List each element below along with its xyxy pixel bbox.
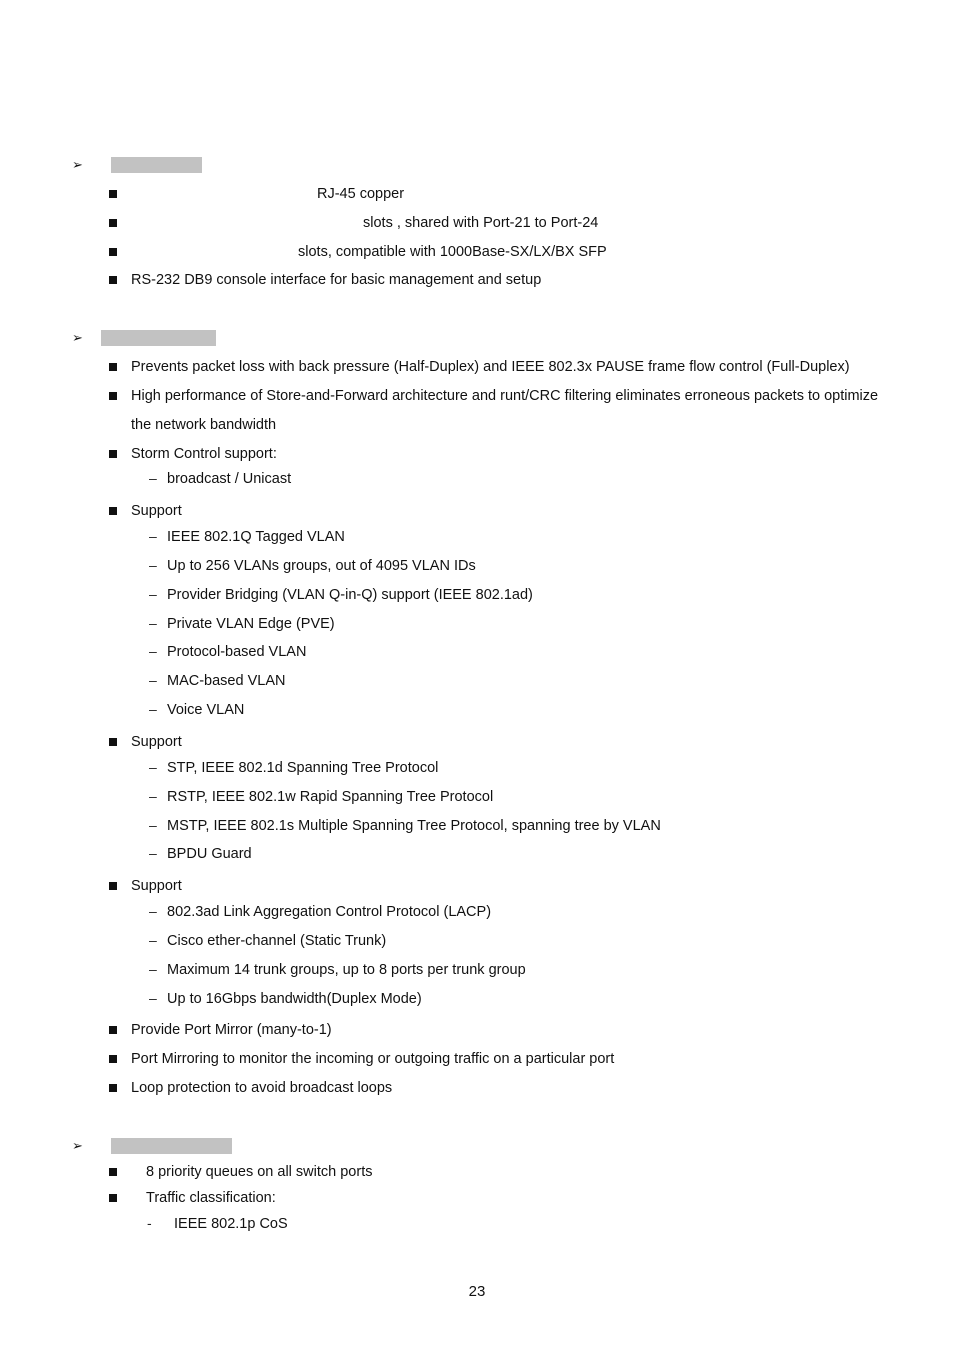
list-item: Support	[131, 878, 182, 894]
dash-icon: –	[149, 643, 157, 659]
sub-list-item: Up to 256 VLANs groups, out of 4095 VLAN IDs	[167, 558, 476, 574]
list-item: Loop protection to avoid broadcast loops	[131, 1080, 393, 1096]
sub-list-item: MSTP, IEEE 802.1s Multiple Spanning Tree Protocol, spanning tree by VLAN	[167, 818, 661, 834]
sub-list-item: Voice VLAN	[167, 702, 245, 718]
dash-icon: –	[149, 845, 157, 861]
list-item: Port Mirroring to monitor the incoming or outgoing traffic on a particular port	[131, 1051, 615, 1067]
list-item: Prevents packet loss with back pressure (Half-Duplex) and IEEE 802.3x PAUSE frame flow control (Full-Duplex)	[131, 359, 850, 375]
sub-list-item: 802.3ad Link Aggregation Control Protocol (LACP)	[167, 904, 492, 920]
bullet-icon	[109, 363, 117, 371]
sub-list-item: RSTP, IEEE 802.1w Rapid Spanning Tree Protocol	[167, 789, 494, 805]
sub-list-item: Private VLAN Edge (PVE)	[167, 616, 335, 632]
dash-icon: –	[149, 701, 157, 717]
bullet-icon	[109, 1026, 117, 1034]
dash-icon: –	[149, 788, 157, 804]
dash-icon: –	[149, 557, 157, 573]
bullet-icon	[109, 882, 117, 890]
bullet-icon	[109, 1168, 117, 1176]
sub-list-item: broadcast / Unicast	[167, 471, 292, 487]
page-number: 23	[468, 1283, 486, 1300]
list-item: slots, compatible with 1000Base-SX/LX/BX SFP	[298, 244, 607, 260]
bullet-icon	[109, 738, 117, 746]
list-item: Traffic classification:	[146, 1190, 276, 1206]
sub-list-item: IEEE 802.1p CoS	[174, 1216, 288, 1232]
section-3-heading-redacted	[111, 1138, 232, 1154]
section-3-marker: ➢	[72, 1138, 83, 1153]
hyphen-icon: -	[147, 1215, 152, 1231]
bullet-icon	[109, 248, 117, 256]
list-item: Provide Port Mirror (many-to-1)	[131, 1022, 332, 1038]
dash-icon: –	[149, 759, 157, 775]
bullet-icon	[109, 507, 117, 515]
dash-icon: –	[149, 672, 157, 688]
sub-list-item: MAC-based VLAN	[167, 673, 286, 689]
dash-icon: –	[149, 528, 157, 544]
list-item: Support	[131, 503, 182, 519]
dash-icon: –	[149, 961, 157, 977]
dash-icon: –	[149, 903, 157, 919]
sub-list-item: Up to 16Gbps bandwidth(Duplex Mode)	[167, 991, 422, 1007]
bullet-icon	[109, 276, 117, 284]
section-1-heading-redacted	[111, 157, 202, 173]
list-item-continuation: the network bandwidth	[131, 417, 277, 433]
bullet-icon	[109, 450, 117, 458]
sub-list-item: Maximum 14 trunk groups, up to 8 ports per trunk group	[167, 962, 526, 978]
dash-icon: –	[149, 817, 157, 833]
section-2-heading-redacted	[101, 330, 216, 346]
section-1-marker: ➢	[72, 157, 83, 172]
sub-list-item: Protocol-based VLAN	[167, 644, 307, 660]
sub-list-item: BPDU Guard	[167, 846, 252, 862]
dash-icon: –	[149, 932, 157, 948]
bullet-icon	[109, 1055, 117, 1063]
dash-icon: –	[149, 990, 157, 1006]
dash-icon: –	[149, 615, 157, 631]
dash-icon: –	[149, 470, 157, 486]
section-2-marker: ➢	[72, 330, 83, 345]
bullet-icon	[109, 1084, 117, 1092]
bullet-icon	[109, 392, 117, 400]
sub-list-item: STP, IEEE 802.1d Spanning Tree Protocol	[167, 760, 439, 776]
bullet-icon	[109, 1194, 117, 1202]
dash-icon: –	[149, 586, 157, 602]
sub-list-item: Provider Bridging (VLAN Q-in-Q) support (IEEE 802.1ad)	[167, 587, 533, 603]
sub-list-item: IEEE 802.1Q Tagged VLAN	[167, 529, 345, 545]
bullet-icon	[109, 190, 117, 198]
list-item: RS-232 DB9 console interface for basic management and setup	[131, 272, 542, 288]
sub-list-item: Cisco ether-channel (Static Trunk)	[167, 933, 387, 949]
list-item: Storm Control support:	[131, 446, 277, 462]
list-item: 8 priority queues on all switch ports	[146, 1164, 373, 1180]
bullet-icon	[109, 219, 117, 227]
list-item: Support	[131, 734, 182, 750]
list-item: High performance of Store-and-Forward architecture and runt/CRC filtering eliminates erroneous packets to optimize	[131, 388, 879, 404]
list-item: slots , shared with Port-21 to Port-24	[363, 215, 599, 231]
list-item: RJ-45 copper	[317, 186, 405, 202]
